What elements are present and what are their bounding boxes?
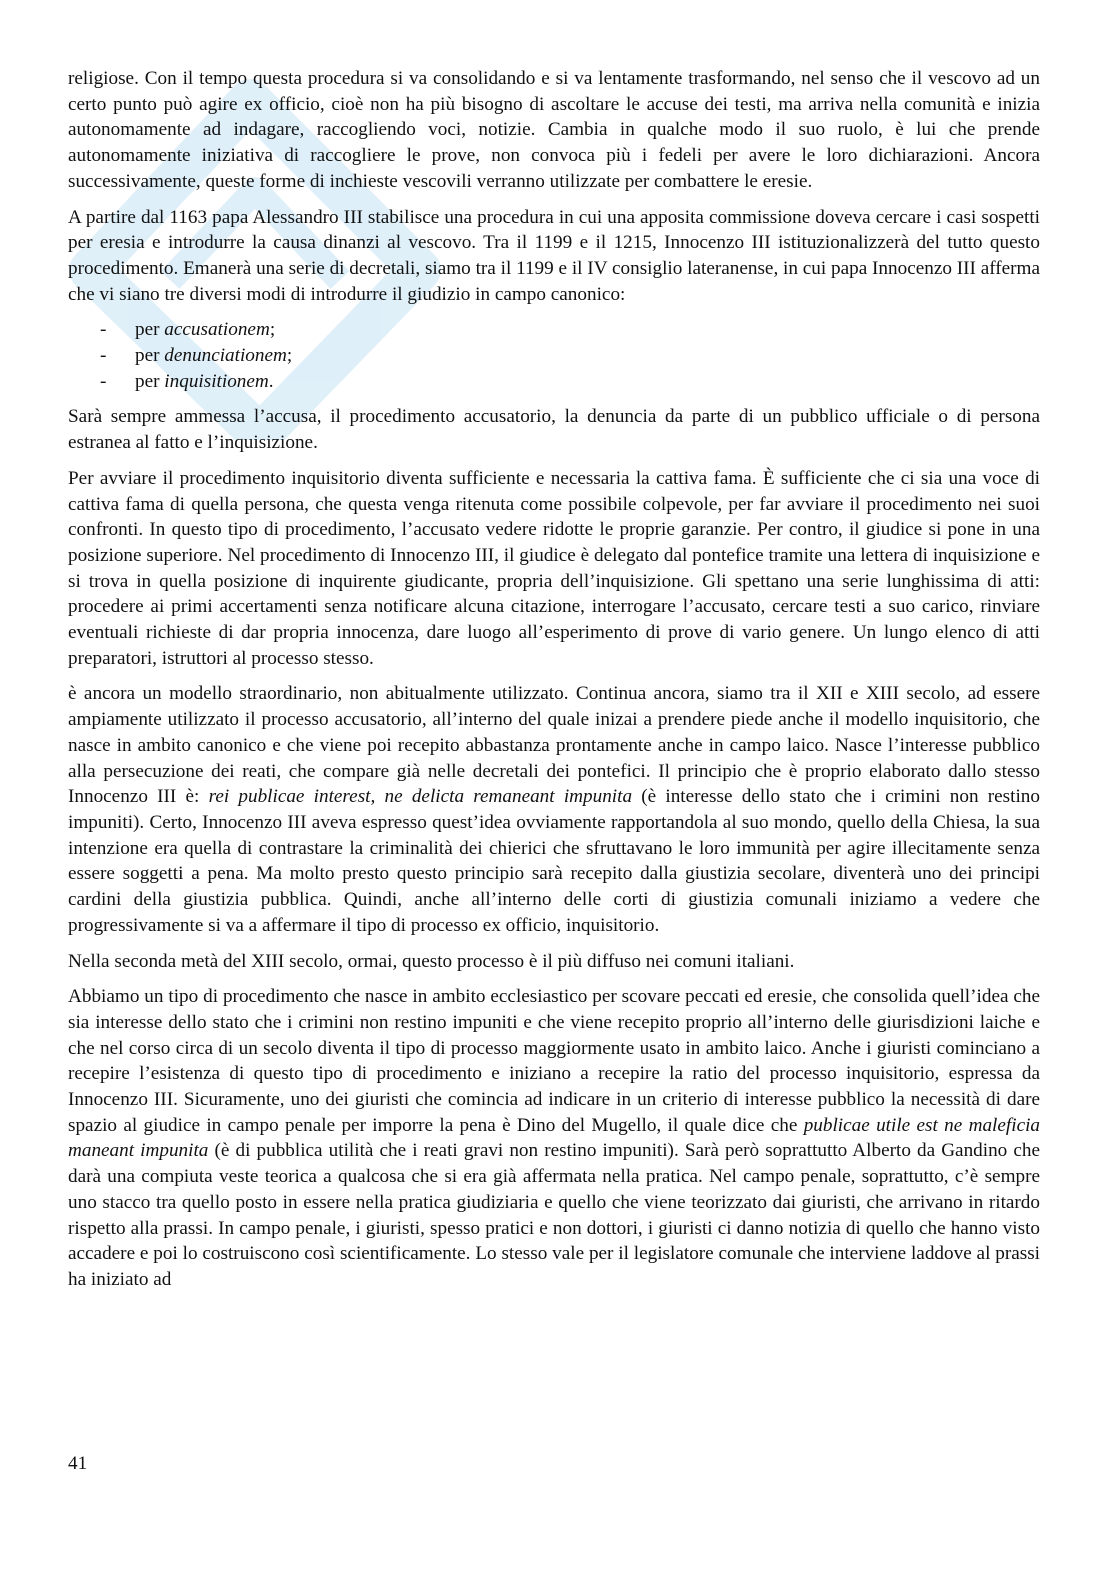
text-run: Sarà sempre ammessa l’accusa, il procedimento accusatorio, la denuncia da parte di un pubblico ufficiale o di persona estranea al fatto e l’inquisizione. <box>68 406 1040 454</box>
paragraph-2 <box>68 205 1040 308</box>
paragraph-4 <box>68 466 1040 672</box>
document-body <box>68 66 1040 1303</box>
paragraph-5 <box>68 681 1040 938</box>
list-dash: - <box>100 370 107 392</box>
paragraph-7 <box>68 984 1040 1292</box>
text-run: Abbiamo un tipo di procedimento che nasce in ambito ecclesiastico per scovare peccati ed eresie, che consolida quell’idea che sia interesse dello stato che i crimini non restino impuniti e che viene recepito proprio all’interno delle giurisdizioni laiche e che nel corso circa di un secolo diventa il tipo di processo maggiormente usato in ambito laico. Anche i giuristi cominciano a recepire l’esistenza di questo tipo di procedimento e iniziano a recepire la ratio del processo inquisitorio, espressa da Innocenzo III. Sicuramente, uno dei giuristi che comincia ad indicare in un criterio di interesse pubblico la necessità di dare spazio al giudice in campo penale per imporre la pena è Dino del Mugello, il quale dice che <box>68 986 1040 1136</box>
list-item <box>68 317 1040 343</box>
list-term: inquisitionem <box>164 370 269 392</box>
text-run: religiose. Con il tempo questa procedura si va consolidando e si va lentamente trasformando, nel senso che il vescovo ad un certo punto può agire ex officio, cioè non ha più bisogno di ascoltare le accuse dei testi, ma arriva nella comunità e inizia autonomamente ad indagare, raccogliendo voci, notizie. Cambia in qualche modo il suo ruolo, è lui che prende autonomamente iniziativa di raccogliere le prove, non convoca più i fedeli per avere le loro dichiarazioni. Ancora successivamente, queste forme di inchieste vescovili verranno utilizzate per combattere le eresie. <box>68 68 1040 192</box>
procedure-list <box>68 317 1040 394</box>
list-term: denunciationem <box>164 345 287 367</box>
latin-quote: publicae utile est ne maleficia maneant impunita <box>68 1114 1041 1162</box>
list-item <box>68 369 1040 395</box>
latin-quote: rei publicae interest, ne delicta remaneant impunita <box>208 786 633 808</box>
text-run: (è di pubblica utilità che i reati gravi non restino impuniti). Sarà però soprattutto Alberto da Gandino che darà una compiuta veste teorica a qualcosa che si era già affermata nella pratica. Nel campo penale, soprattutto, c’è sempre uno stacco tra quello posto in essere nella pratica giudiziaria e quello che viene teorizzato dai giuristi, che arrivano in ritardo rispetto alla prassi. In campo penale, i giuristi, spesso pratici e non dottori, i giuristi ci danno notizia di quello che hanno visto accadere e poi lo costruiscono così scientificamente. Lo stesso vale per il legislatore comunale che interviene laddove al prassi ha iniziato ad <box>68 1140 1040 1290</box>
text-run: A partire dal 1163 papa Alessandro III stabilisce una procedura in cui una apposita commissione doveva cercare i casi sospetti per eresia e introdurre la causa dinanzi al vescovo. Tra il 1199 e il 1215, Innocenzo III istituzionalizzerà del tutto questo procedimento. Emanerà una serie di decretali, siamo tra il 1199 e il IV consiglio lateranense, in cui papa Innocenzo III afferma che vi siano tre diversi modi di introdurre il giudizio in campo canonico: <box>68 206 1040 305</box>
list-term: accusationem <box>164 319 270 341</box>
list-prefix: per <box>135 370 165 392</box>
list-dash: - <box>100 319 107 341</box>
list-suffix: . <box>268 370 274 392</box>
text-run: Nella seconda metà del XIII secolo, ormai, questo processo è il più diffuso nei comuni italiani. <box>68 950 795 972</box>
text-run: Per avviare il procedimento inquisitorio diventa sufficiente e necessaria la cattiva fama. È sufficiente che ci sia una voce di cattiva fama di quella persona, che questa venga ritenuta come possibile colpevole, per far avviare il procedimento nei suoi confronti. In questo tipo di procedimento, l’accusato vedere ridotte le proprie garanzie. Per contro, il giudice si pone in una posizione superiore. Nel procedimento di Innocenzo III, il giudice è delegato dal pontefice tramite una lettera di inquisizione e si trova in quella posizione di inquirente giudicante, propria dell’inquisizione. Gli spettano una serie lunghissima di atti: procedere ai primi accertamenti senza notificare alcuna citazione, interrogare l’accusato, cercare testi a suo carico, rinviare eventuali richieste di dar propria innocenza, dare luogo all’esperimento di prove di vario genere. Un lungo elenco di atti preparatori, istruttori al processo stesso. <box>68 467 1040 669</box>
list-suffix: ; <box>269 319 276 341</box>
paragraph-1 <box>68 66 1040 195</box>
list-prefix: per <box>135 345 165 367</box>
paragraph-6 <box>68 949 1040 975</box>
text-run: (è interesse dello stato che i crimini non restino impuniti). Certo, Innocenzo III aveva espresso quest’idea ovviamente rapportandola al suo mondo, quello della Chiesa, la sua intenzione era quella di contrastare la criminalità dei chierici che sfruttavano le loro immunità per agire illecitamente senza essere soggetti a pena. Ma molto presto questo principio sarà recepito dalla giustizia secolare, diventerà uno dei principi cardini della giustizia pubblica. Quindi, anche all’interno delle corti di giustizia comunali iniziamo a vedere che progressivamente si va a affermare il tipo di processo ex officio, inquisitorio. <box>68 786 1040 936</box>
list-suffix: ; <box>286 345 293 367</box>
list-dash: - <box>100 345 107 367</box>
list-prefix: per <box>135 319 165 341</box>
paragraph-3 <box>68 404 1040 455</box>
text-run: è ancora un modello straordinario, non abitualmente utilizzato. Continua ancora, siamo tra il XII e XIII secolo, ad essere ampiamente utilizzato il processo accusatorio, all’interno del quale inizai a prendere piede anche il modello inquisitorio, che nasce in ambito canonico e che viene poi recepito abbastanza prontamente anche in campo laico. Nasce l’interesse pubblico alla persecuzione dei reati, che compare già nelle decretali dei pontefici. Il principio che è proprio elaborato dallo stesso Innocenzo III è: <box>68 683 1040 808</box>
page-number: 41 <box>68 1453 88 1474</box>
list-item <box>68 343 1040 369</box>
